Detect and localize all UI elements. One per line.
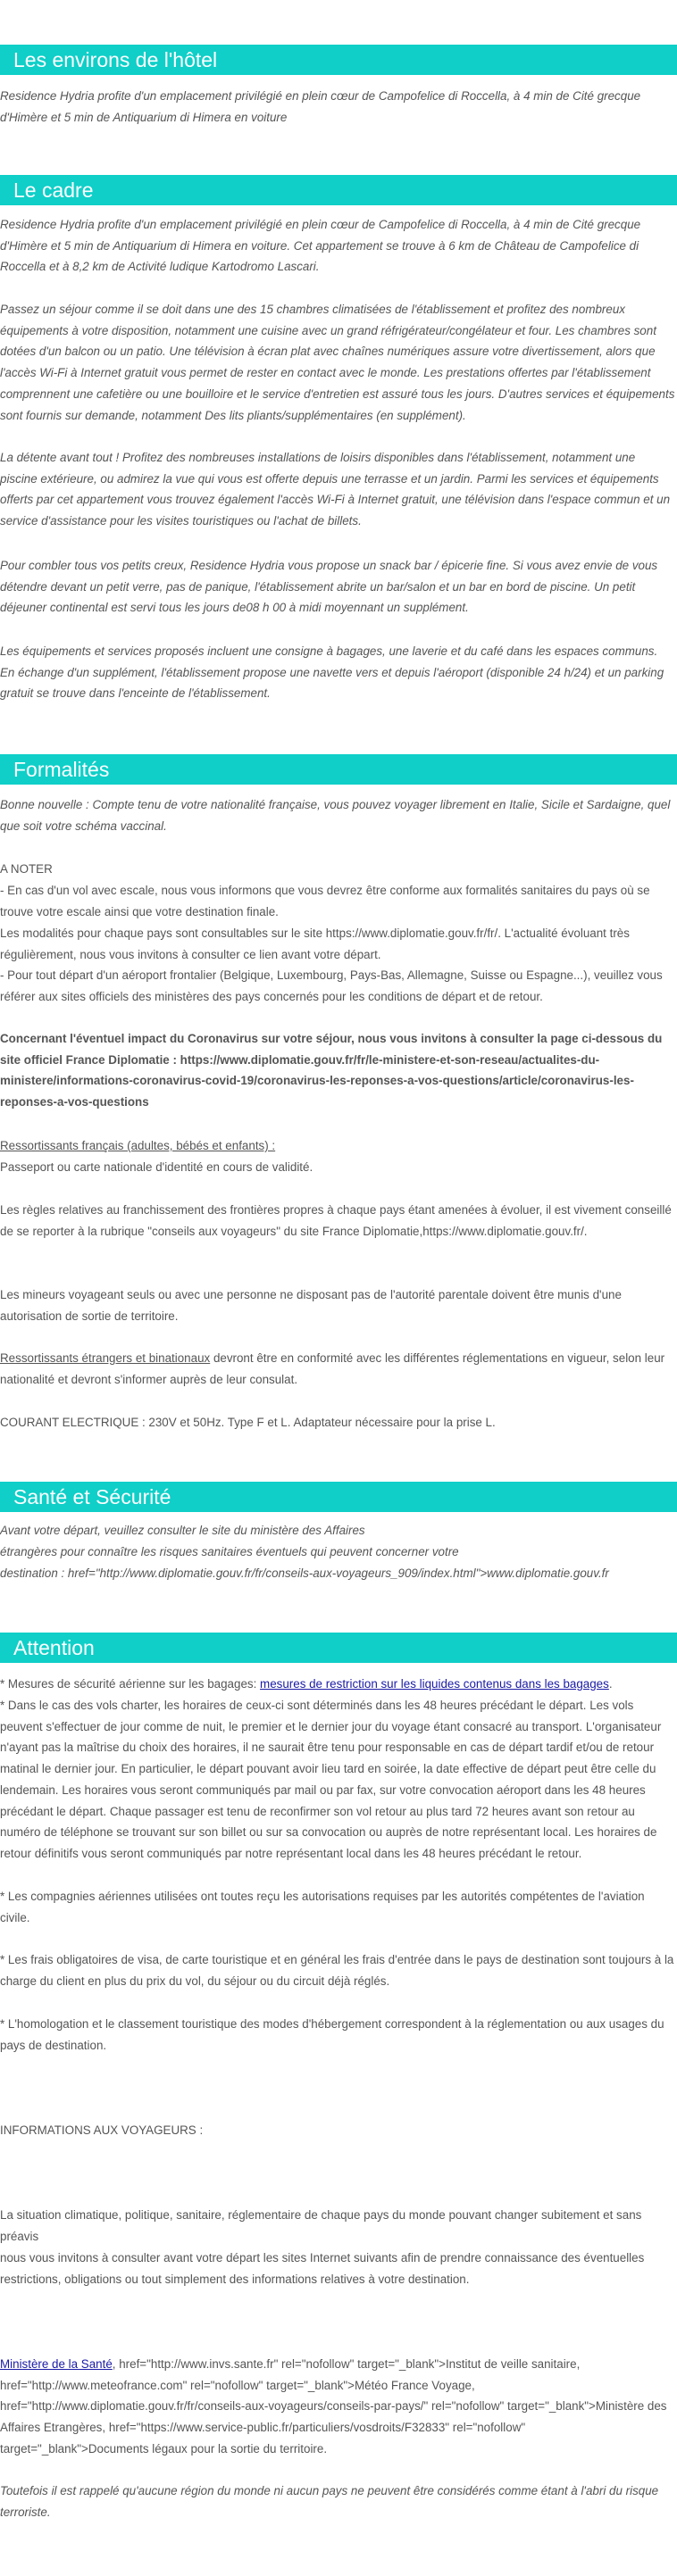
formalites-etrangers xyxy=(0,1348,675,1390)
attention-homologation: * L'homologation et le classement touristique des modes d'hébergement correspondent à la réglementation ou aux usages du pays de destination. xyxy=(0,2017,664,2052)
formalites-etrangers-heading: Ressortissants étrangers et binationaux xyxy=(0,1351,211,1365)
formalites-noter-3: - Pour tout départ d'un aéroport frontalier (Belgique, Luxembourg, Pays-Bas, Allemagne, Suisse ou Espagne...), veuillez vous référer aux sites officiels des ministères des pays concernés pour les conditions de départ et de retour. xyxy=(0,968,663,1003)
attention-info-2: nous vous invitons à consulter avant votre départ les sites Internet suivants afin de prendre connaissance des éventuelles restrictions, obligations ou tout simplement des informations relatives à votre destination. xyxy=(0,2251,645,2286)
cadre-paragraph-1: Residence Hydria profite d'un emplacement privilégié en plein cœur de Campofelice di Roccella, à 4 min de Cité grecque d'Himère et 5 min de Antiquarium di Himera en voiture. Cet appartement se trouve à 6 km de Château de Campofelice di Roccella et à 8,2 km de Activité ludique Kartodromo Lascari. xyxy=(0,218,641,274)
ministere-sante-link[interactable]: Ministère de la Santé xyxy=(0,2357,113,2371)
formalites-etrangers-text: devront être en conformité avec les différentes réglementations en vigueur, selon leur nationalité et devront s'informer auprès de leur consulat. xyxy=(0,1351,665,1386)
attention-info-heading: INFORMATIONS AUX VOYAGEURS : xyxy=(0,2123,204,2137)
attention-ministere-text: , href="http://www.invs.sante.fr" rel="nofollow" target="_blank">Institut de veille sanitaire, href="http://www.meteofrance.com" rel="nofollow" target="_blank">Météo France Voyage, href="http://www.diplomatie.gouv.fr/fr/conseils-aux-voyageurs/conseils-par-pays/" rel="nofollow" target="_blank">Ministère des Affaires Etrangères, href="https://www.service-public.fr/particuliers/vosdroits/F32833" rel="nofollow" target="_blank">Documents légaux pour la sortie du territoire. xyxy=(0,2357,667,2456)
formalites-mineurs: Les mineurs voyageant seuls ou avec une personne ne disposant pas de l'autorité parentale doivent être munis d'une autorisation de sortie de territoire. xyxy=(0,1288,622,1323)
cadre-paragraph-2: Passez un séjour comme il se doit dans une des 15 chambres climatisées de l'établissement et profitez des nombreux équipements à votre disposition, notamment une cuisine avec un grand réfrigérateur/congélateur et four. Les chambres sont dotées d'un balcon ou un patio. Une télévision à écran plat avec chaînes numériques assure votre divertissement, alors que l'accès Wi-Fi à Internet gratuit vous permet de rester en contact avec le monde. Les prestations offertes par l'établissement comprennent une cafetière ou une bouilloire et le service d'entretien est assuré tous les jours. D'autres services et équipements sont fournis sur demande, notamment Des lits pliants/supplémentaires (en supplément). xyxy=(0,303,675,422)
attention-frais-visa: * Les frais obligatoires de visa, de carte touristique et en général les frais d'entrée dans le pays de destination sont toujours à la charge du client en plus du prix du vol, du séjour ou du circuit déjà réglés. xyxy=(0,1953,674,1988)
formalites-passeport: Passeport ou carte nationale d'identité en cours de validité. xyxy=(0,1160,313,1174)
attention-vols-charter: * Dans le cas des vols charter, les horaires de ceux-ci sont déterminés dans les 48 heures précédant le départ. Les vols peuvent s'effectuer de jour comme de nuit, le premier et le dernier jour du voyage étant consacré au transport. L'organisateur n'ayant pas la maîtrise du choix des horaires, il ne saurait être tenu pour responsable en cas de départ tardif et/ou de retour matinal le dernier jour. En particulier, le départ pouvant avoir lieu tard en soirée, la date effective de départ peut être celle du lendemain. Les horaires vous seront communiqués par mail ou par fax, sur votre convocation aéroport dans les 48 heures précédant le départ. Chaque passager est tenu de reconfirmer son vol retour au plus tard 72 heures avant son retour au numéro de téléphone se trouvant sur son billet ou sur sa convocation ou auprès de notre représentant local. Les horaires de retour définitifs vous seront communiqués par notre représentant local dans les 48 heures précédant le retour. xyxy=(0,1699,662,1860)
cadre-paragraph-4: Pour combler tous vos petits creux, Residence Hydria vous propose un snack bar / épicerie fine. Si vous avez envie de vous détendre devant un petit verre, pas de panique, l'établissement abrite un bar/salon et un bar en bord de piscine. Un petit déjeuner continental est servi tous les jours de08 h 00 à midi moyennant un supplément. xyxy=(0,559,658,615)
section-title-sante: Santé et Sécurité xyxy=(0,1482,677,1512)
environs-text: Residence Hydria profite d'un emplacement privilégié en plein cœur de Campofelice di Roccella, à 4 min de Cité grecque d'Himère et 5 min de Antiquarium di Himera en voiture xyxy=(0,89,641,124)
attention-ministere xyxy=(0,2354,675,2460)
formalites-intro: Bonne nouvelle : Compte tenu de votre nationalité française, vous pouvez voyager librement en Italie, Sicile et Sardaigne, quel que soit votre schéma vaccinal. xyxy=(0,798,671,833)
formalites-coronavirus: Concernant l'éventuel impact du Coronavirus sur votre séjour, nous vous invitons à consulter la page ci-dessous du site officiel France Diplomatie : https://www.diplomatie.gouv.fr/fr/le-ministere-et-son-reseau/actualites-du-ministere/informations-coronavirus-covid-19/coronavirus-les-reponses-a-vos-questions/article/coronavirus-les-reponses-a-vos-questions xyxy=(0,1032,663,1109)
cadre-paragraph-3: La détente avant tout ! Profitez des nombreuses installations de loisirs disponibles dans l'établissement, notamment une piscine extérieure, ou admirez la vue qui vous est offerte depuis une terrasse et un jardin. Parmi les services et équipements offerts par cet appartement vous trouvez également l'accès Wi-Fi à Internet gratuit, une télévision dans l'espace commun et un service d'assistance pour les visites touristiques ou l'achat de billets. xyxy=(0,451,671,528)
attention-info-1: La situation climatique, politique, sanitaire, réglementaire de chaque pays du monde pouvant changer subitement et sans préavis xyxy=(0,2208,642,2243)
sante-line-1: Avant votre départ, veuillez consulter le site du ministère des Affaires xyxy=(0,1524,365,1537)
attention-bagages-end: . xyxy=(608,1677,613,1691)
formalites-ressortissants-francais: Ressortissants français (adultes, bébés et enfants) : xyxy=(0,1139,276,1152)
attention-terrorisme: Toutefois il est rappelé qu'aucune région du monde ni aucun pays ne peuvent être considérés comme étant à l'abri du risque terroriste. xyxy=(0,2484,659,2519)
formalites-courant-electrique: COURANT ELECTRIQUE : 230V et 50Hz. Type F et L. Adaptateur nécessaire pour la prise L. xyxy=(0,1416,496,1429)
section-title-attention: Attention xyxy=(0,1633,677,1663)
cadre-paragraph-5: Les équipements et services proposés incluent une consigne à bagages, une laverie et du café dans les espaces communs. En échange d'un supplément, l'établissement propose une navette vers et depuis l'aéroport (disponible 24 h/24) et un parking gratuit se trouve dans l'enceinte de l'établissement. xyxy=(0,644,664,701)
attention-bagages xyxy=(0,1674,675,1695)
section-title-formalites: Formalités xyxy=(0,754,677,785)
attention-compagnies: * Les compagnies aériennes utilisées ont toutes reçu les autorisations requises par les autorités compétentes de l'aviation civile. xyxy=(0,1890,645,1924)
section-title-cadre: Le cadre xyxy=(0,175,677,205)
formalites-regles: Les règles relatives au franchissement des frontières propres à chaque pays étant amenées à évoluer, il est vivement conseillé de se reporter à la rubrique "conseils aux voyageurs" du site France Diplomatie,https://www.diplomatie.gouv.fr/. xyxy=(0,1203,672,1238)
liquides-restriction-link[interactable]: mesures de restriction sur les liquides contenus dans les bagages xyxy=(260,1677,609,1691)
sante-line-3: destination : href="http://www.diplomatie.gouv.fr/fr/conseils-aux-voyageurs_909/index.html">www.diplomatie.gouv.fr xyxy=(0,1566,609,1580)
attention-bagages-text: * Mesures de sécurité aérienne sur les bagages: xyxy=(0,1677,261,1691)
sante-line-2: étrangères pour connaître les risques sanitaires éventuels qui peuvent concerner votre xyxy=(0,1545,459,1558)
section-title-environs: Les environs de l'hôtel xyxy=(0,45,677,75)
formalites-noter-1: - En cas d'un vol avec escale, nous vous informons que vous devrez être conforme aux formalités sanitaires du pays où se trouve votre escale ainsi que votre destination finale. xyxy=(0,884,650,918)
formalites-noter-2: Les modalités pour chaque pays sont consultables sur le site https://www.diplomatie.gouv.fr/fr/. L'actualité évoluant très régulièrement, nous vous invitons à consulter ce lien avant votre départ. xyxy=(0,927,630,961)
formalites-noter-heading: A NOTER xyxy=(0,862,53,876)
